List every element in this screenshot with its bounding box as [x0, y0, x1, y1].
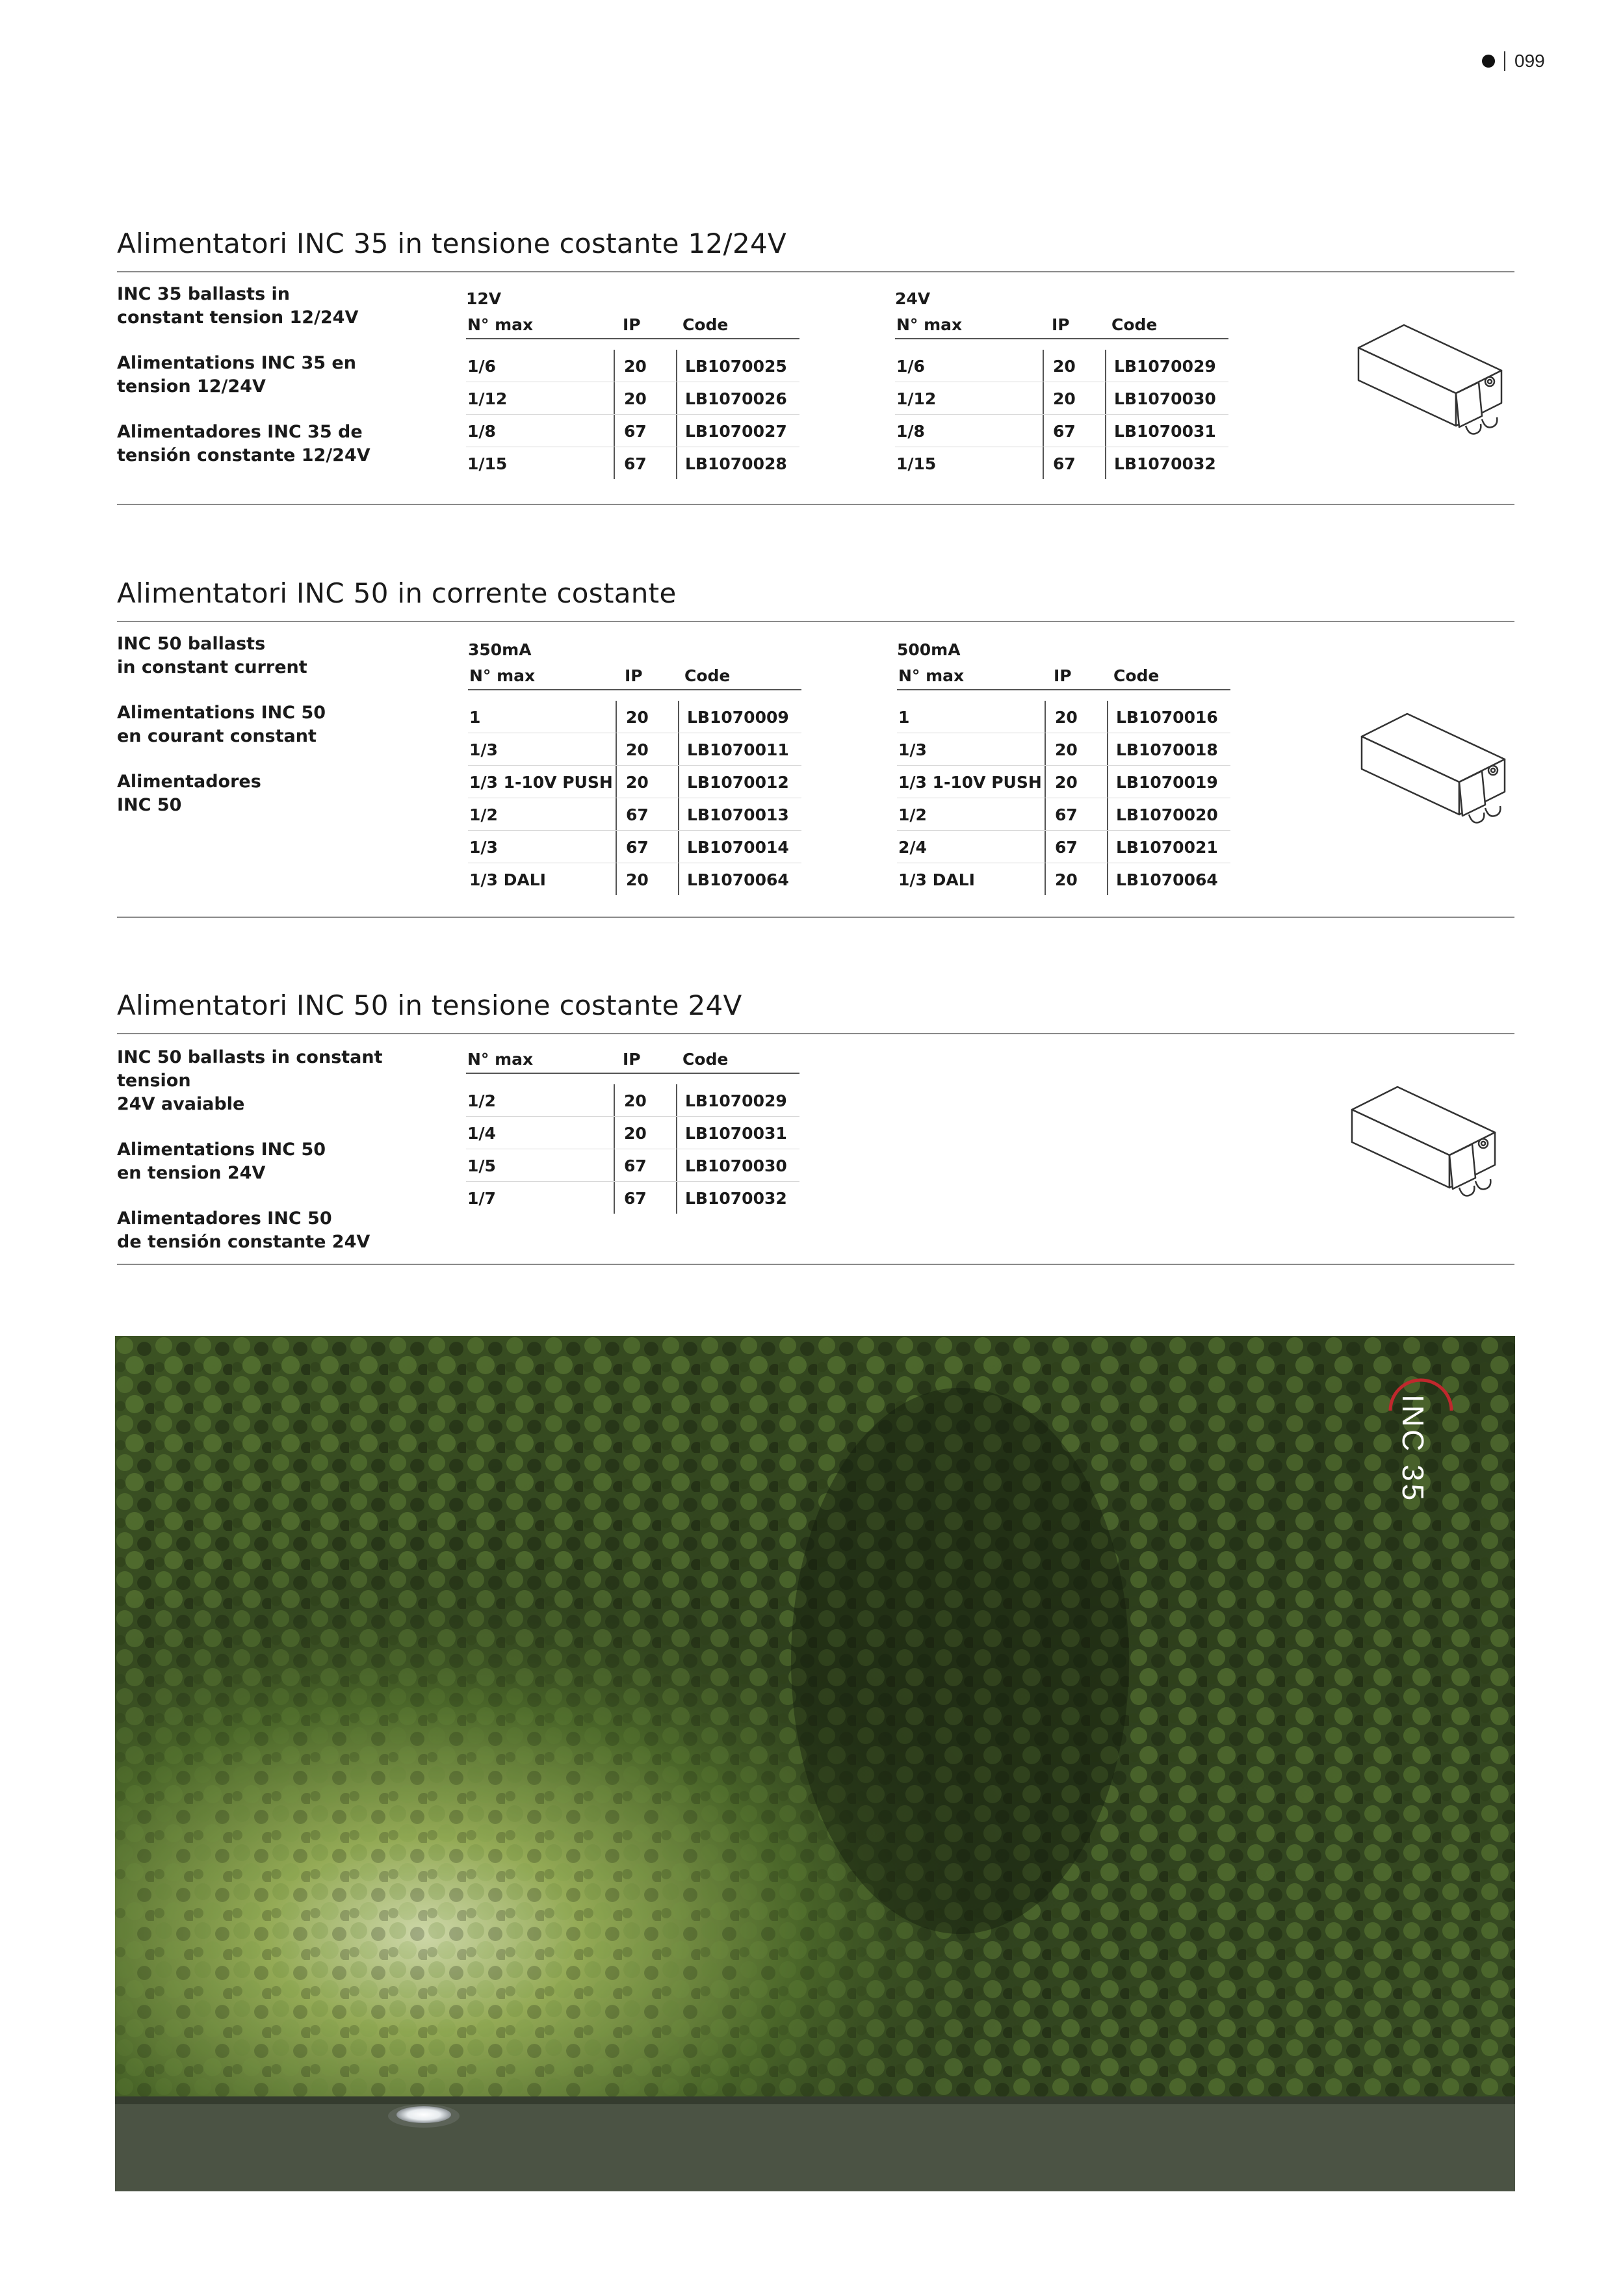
section-inc50-tension [117, 986, 1514, 1252]
cell-ip: 20 [614, 1117, 676, 1149]
label-en: INC 35 ballasts in constant tension 12/24V [117, 284, 359, 328]
cell-ip: 20 [616, 733, 678, 765]
header-code: Code [684, 666, 731, 685]
header-ip: IP [625, 666, 643, 685]
cell-code: LB1070012 [678, 766, 801, 798]
cell-code: LB1070028 [676, 447, 799, 479]
table-500ma [897, 637, 1230, 895]
bullet-icon [1482, 55, 1495, 68]
table-voltage: 24V [895, 289, 931, 308]
cell-code: LB1070031 [676, 1117, 799, 1149]
header-nmax: N° max [467, 1050, 534, 1069]
table-row [468, 733, 801, 766]
table-header [897, 663, 1230, 690]
cell-ip: 67 [614, 1182, 676, 1214]
cell-nmax: 2/4 [898, 838, 927, 857]
cell-ip: 20 [1043, 350, 1105, 382]
table-row [466, 1084, 799, 1117]
cell-nmax: 1/8 [896, 422, 925, 441]
header-code: Code [1113, 666, 1160, 685]
cell-ip: 67 [1043, 447, 1105, 479]
table-row [897, 733, 1230, 766]
cell-ip: 20 [616, 701, 678, 733]
cell-code: LB1070016 [1107, 701, 1230, 733]
ballast-illustration [1355, 711, 1524, 841]
table-row [895, 350, 1228, 382]
cell-ip: 20 [1045, 766, 1107, 798]
cell-code: LB1070029 [676, 1084, 799, 1116]
table-row [466, 350, 799, 382]
cell-nmax: 1/15 [467, 454, 508, 473]
section-top-rule [117, 271, 1514, 272]
cell-ip: 20 [1043, 382, 1105, 414]
cell-ip: 67 [614, 447, 676, 479]
table-header [468, 663, 801, 690]
cell-code: LB1070009 [678, 701, 801, 733]
label-en: INC 50 ballasts in constant tension 24V avaiable [117, 1047, 383, 1114]
table-24v [895, 286, 1228, 479]
header-ip: IP [623, 1050, 641, 1069]
cell-code: LB1070020 [1107, 798, 1230, 830]
cell-ip: 67 [616, 831, 678, 863]
cell-nmax: 1/7 [467, 1189, 496, 1208]
product-tag: INC 35 [1396, 1394, 1430, 1504]
header-ip: IP [623, 315, 641, 334]
cell-ip: 20 [614, 1084, 676, 1116]
cell-nmax: 1 [469, 708, 481, 727]
cell-ip: 20 [1045, 863, 1107, 895]
cell-code: LB1070030 [1105, 382, 1228, 414]
label-fr: Alimentations INC 50 en tension 24V [117, 1140, 326, 1183]
table-row [897, 798, 1230, 831]
ballast-illustration [1352, 322, 1521, 452]
table-body [466, 1084, 799, 1214]
language-labels [117, 283, 455, 489]
cell-nmax: 1/3 DALI [469, 870, 546, 889]
cell-code: LB1070031 [1105, 415, 1228, 447]
header-nmax: N° max [469, 666, 536, 685]
table-row [466, 1117, 799, 1149]
cell-code: LB1070030 [676, 1149, 799, 1181]
cell-nmax: 1/15 [896, 454, 937, 473]
cell-code: LB1070064 [1107, 863, 1230, 895]
cell-code: LB1070025 [676, 350, 799, 382]
cell-nmax: 1/3 [469, 838, 498, 857]
cell-ip: 20 [616, 863, 678, 895]
cell-code: LB1070014 [678, 831, 801, 863]
cell-nmax: 1/3 1-10V PUSH [469, 773, 613, 792]
table-header [895, 312, 1228, 339]
table-12v [466, 286, 799, 479]
table-voltage: 12V [466, 289, 502, 308]
foliage-photo [115, 1336, 1515, 2191]
table-row [466, 415, 799, 447]
page-number [1482, 51, 1545, 72]
cell-ip: 20 [1045, 733, 1107, 765]
cell-code: LB1070011 [678, 733, 801, 765]
table-body [897, 701, 1230, 895]
table-row [895, 382, 1228, 415]
table-row [466, 447, 799, 479]
cell-code: LB1070032 [676, 1182, 799, 1214]
header-nmax: N° max [896, 315, 963, 334]
label-en: INC 50 ballasts in constant current [117, 634, 307, 677]
cell-nmax: 1/3 1-10V PUSH [898, 773, 1042, 792]
table-row [468, 798, 801, 831]
cell-code: LB1070026 [676, 382, 799, 414]
table-row [897, 831, 1230, 863]
divider [1504, 51, 1505, 71]
table-header [466, 312, 799, 339]
section-inc50-current [117, 574, 1514, 889]
page-number-text: 099 [1514, 51, 1545, 71]
label-fr: Alimentations INC 50 en courant constant [117, 703, 326, 746]
cell-code: LB1070019 [1107, 766, 1230, 798]
cell-nmax: 1/3 DALI [898, 870, 975, 889]
cell-ip: 67 [614, 1149, 676, 1181]
table-row [895, 415, 1228, 447]
section-bottom-rule [117, 917, 1514, 918]
cell-code: LB1070064 [678, 863, 801, 895]
cell-nmax: 1/5 [467, 1156, 496, 1175]
header-code: Code [682, 1050, 729, 1069]
table-row [468, 766, 801, 798]
cell-nmax: 1/3 [469, 740, 498, 759]
header-code: Code [1111, 315, 1158, 334]
cell-code: LB1070013 [678, 798, 801, 830]
cell-nmax: 1/2 [467, 1091, 496, 1110]
section-title: Alimentatori INC 50 in tensione costante 24V [117, 989, 742, 1021]
label-es: Alimentadores INC 35 de tensión constante 12/24V [117, 422, 370, 465]
cell-ip: 67 [614, 415, 676, 447]
header-nmax: N° max [898, 666, 965, 685]
cell-ip: 20 [1045, 701, 1107, 733]
table-body [468, 701, 801, 895]
cell-nmax: 1/6 [467, 357, 496, 376]
section-top-rule [117, 1033, 1514, 1034]
table-current: 500mA [897, 640, 961, 659]
header-code: Code [682, 315, 729, 334]
cell-code: LB1070027 [676, 415, 799, 447]
table-row [468, 831, 801, 863]
cell-nmax: 1/12 [896, 389, 937, 408]
table-row [897, 766, 1230, 798]
cell-code: LB1070032 [1105, 447, 1228, 479]
table-row [468, 863, 801, 895]
cell-code: LB1070029 [1105, 350, 1228, 382]
cell-ip: 67 [1045, 831, 1107, 863]
cell-ip: 67 [1043, 415, 1105, 447]
label-es: Alimentadores INC 50 [117, 772, 261, 815]
table-row [897, 863, 1230, 895]
table-350ma [468, 637, 801, 895]
header-ip: IP [1052, 315, 1070, 334]
language-labels [117, 1046, 455, 1276]
cell-nmax: 1/2 [898, 805, 927, 824]
cell-nmax: 1/6 [896, 357, 925, 376]
table-row [466, 1182, 799, 1214]
table-header [466, 1047, 799, 1074]
table-row [468, 701, 801, 733]
cell-ip: 67 [1045, 798, 1107, 830]
cell-ip: 20 [614, 382, 676, 414]
cell-nmax: 1/2 [469, 805, 498, 824]
section-title: Alimentatori INC 35 in tensione costante 12/24V [117, 228, 787, 259]
section-inc35-tension [117, 224, 1514, 473]
label-fr: Alimentations INC 35 en tension 12/24V [117, 353, 356, 397]
section-bottom-rule [117, 504, 1514, 505]
ballast-illustration [1345, 1084, 1514, 1214]
cell-code: LB1070018 [1107, 733, 1230, 765]
cell-code: LB1070021 [1107, 831, 1230, 863]
cell-ip: 20 [614, 350, 676, 382]
table-body [895, 350, 1228, 479]
cell-nmax: 1/4 [467, 1124, 496, 1143]
section-bottom-rule [117, 1264, 1514, 1265]
foliage-image [115, 1336, 1515, 2191]
section-title: Alimentatori INC 50 in corrente costante [117, 577, 677, 609]
table-row [466, 382, 799, 415]
table-row [897, 701, 1230, 733]
cell-ip: 20 [616, 766, 678, 798]
cell-ip: 67 [616, 798, 678, 830]
language-labels [117, 633, 455, 839]
cell-nmax: 1/12 [467, 389, 508, 408]
table-current: 350mA [468, 640, 532, 659]
table-24v-inc50 [466, 1047, 799, 1214]
section-top-rule [117, 621, 1514, 622]
cell-nmax: 1 [898, 708, 910, 727]
header-ip: IP [1054, 666, 1072, 685]
cell-nmax: 1/8 [467, 422, 496, 441]
cell-nmax: 1/3 [898, 740, 927, 759]
table-body [466, 350, 799, 479]
label-es: Alimentadores INC 50 de tensión constante 24V [117, 1208, 370, 1252]
table-row [466, 1149, 799, 1182]
table-row [895, 447, 1228, 479]
header-nmax: N° max [467, 315, 534, 334]
